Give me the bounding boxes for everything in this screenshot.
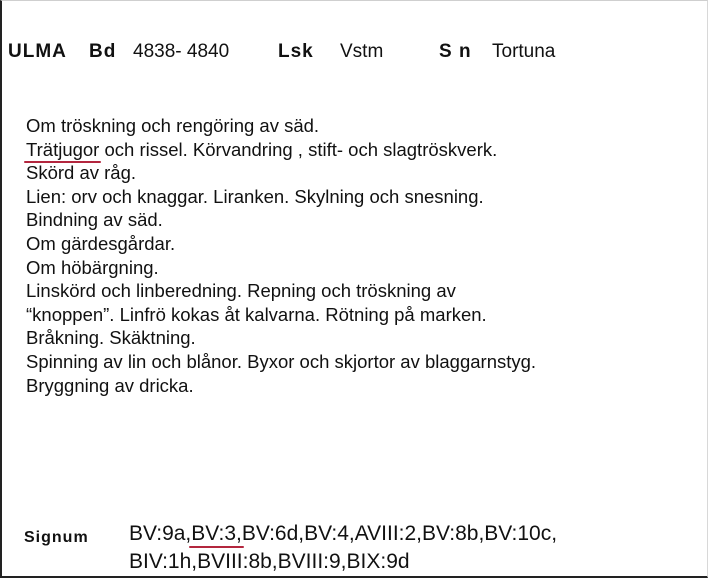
signum-line-2: BIV:1h,BVIII:8b,BVIII:9,BIX:9d xyxy=(129,550,410,573)
signum-codes xyxy=(129,520,557,576)
content-line: Trätjugor och rissel. Körvandring , stift- och slagtröskverk. xyxy=(26,138,498,160)
content-line: Spinning av lin och blånor. Byxor och skjortor av blaggarnstyg. xyxy=(26,350,537,372)
content-line: Skörd av råg. xyxy=(26,162,137,184)
signum-line-1: BV:9a,BV:3,BV:6d,BV:4,AVIII:2,BV:8b,BV:10c, xyxy=(129,522,558,545)
content-line: Om gärdesgårdar. xyxy=(26,232,176,254)
underlined-code: BV:3, xyxy=(191,522,242,545)
underlined-word: Trätjugor xyxy=(26,138,100,160)
sn-label: S n xyxy=(439,41,472,62)
ulma-label: ULMA xyxy=(8,41,67,62)
content-line: Bindning av säd. xyxy=(26,209,163,231)
content-list xyxy=(26,114,536,397)
content-line: Om tröskning och rengöring av säd. xyxy=(26,115,320,136)
bd-label: Bd xyxy=(89,41,117,62)
sn-value: Tortuna xyxy=(492,41,556,62)
content-line: Lien: orv och knaggar. Liranken. Skylning och snesning. xyxy=(26,185,484,207)
content-line: Om höbärgning. xyxy=(26,256,159,278)
signum-label: Signum xyxy=(24,529,89,546)
content-line: Linskörd och linberedning. Repning och tröskning av xyxy=(26,280,456,302)
content-line: Bryggning av dricka. xyxy=(26,374,194,396)
content-line: “knoppen”. Linfrö kokas åt kalvarna. Rötning på marken. xyxy=(26,303,487,325)
content-line: Bråkning. Skäktning. xyxy=(26,327,196,349)
bd-value: 4838- 4840 xyxy=(133,41,230,62)
lsk-label: Lsk xyxy=(278,41,314,62)
lsk-value: Vstm xyxy=(340,41,384,62)
